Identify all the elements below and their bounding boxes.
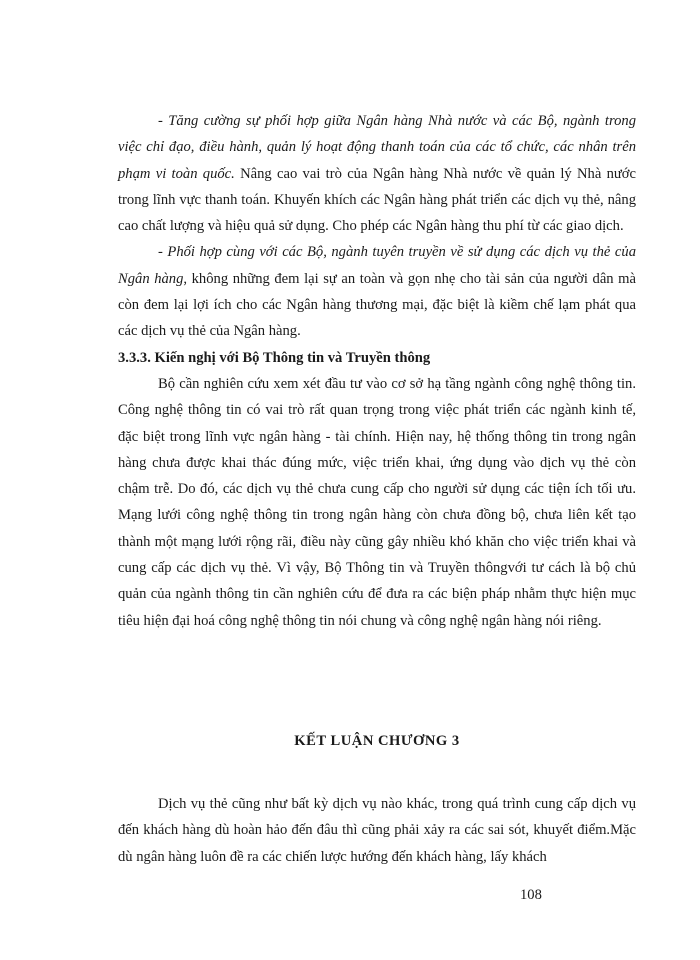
chapter-conclusion-title: KẾT LUẬN CHƯƠNG 3	[294, 733, 460, 749]
section-coordination	[118, 108, 636, 634]
section-heading: 3.3.3. Kiến nghị với Bộ Thông tin và Truyền thông	[118, 349, 431, 366]
paragraph-propaganda-rest: , không những đem lại sự an toàn và gọn nhẹ cho tài sản của người dân mà còn đem lại lợi ích cho các Ngân hàng thương mại, đặc biệt là kiềm chế lạm phát qua các dịch vụ thẻ của Ngân hàng.	[118, 270, 636, 340]
paragraph-coordination	[118, 108, 636, 239]
section-conclusion	[118, 791, 636, 870]
page-number: 108	[520, 887, 542, 903]
paragraph-coordination-italic: - Tăng cường sự phối hợp giữa Ngân hàng Nhà nước và các Bộ, ngành trong việc chỉ đạo, điều hành, quản lý hoạt động thanh toán của các tổ chức, các nhân trên phạm vi toàn quốc.	[118, 113, 636, 182]
paragraph-coordination-rest: Nâng cao vai trò của Ngân hàng Nhà nước về quản lý Nhà nước trong lĩnh vực thanh toán. Khuyến khích các Ngân hàng phát triển các dịch vụ thẻ, nâng cao chất lượng và hiệu quả sử dụng. Cho phép các Ngân hàng thu phí từ các giao dịch.	[118, 165, 636, 235]
paragraph-propaganda	[118, 239, 636, 344]
paragraph-propaganda-italic: - Phối hợp cùng với các Bộ, ngành tuyên truyền về sử dụng các dịch vụ thẻ của Ngân hàng	[118, 244, 636, 287]
paragraph-ministry-it: Bộ cần nghiên cứu xem xét đầu tư vào cơ sở hạ tầng ngành công nghệ thông tin. Công nghệ thông tin có vai trò rất quan trọng trong việc phát triển các ngành kinh tế, đặc biệt trong lĩnh vực ngân hàng - tài chính. Hiện nay, hệ thống thông tin trong ngân hàng chưa được khai thác đúng mức, việc triển khai, ứng dụng vào dịch vụ thẻ còn chậm trễ. Do đó, các dịch vụ thẻ chưa cung cấp cho người sử dụng các tiện ích tối ưu. Mạng lưới công nghệ thông tin trong ngân hàng còn chưa đồng bộ, chưa liên kết tạo thành một mạng lưới rộng rãi, điều này cũng gây nhiều khó khăn cho việc triển khai và cung cấp các dịch vụ thẻ. Vì vậy, Bộ Thông tin và Truyền thôngvới tư cách là bộ chủ quản của ngành thông tin cần nghiên cứu để đưa ra các biện pháp nhằm thực hiện mục tiêu hiện đại hoá công nghệ thông tin nói chung và công nghệ ngân hàng nói riêng.	[118, 375, 636, 629]
paragraph-conclusion: Dịch vụ thẻ cũng như bất kỳ dịch vụ nào khác, trong quá trình cung cấp dịch vụ đến khách hàng dù hoàn hảo đến đâu thì cũng phải xảy ra các sai sót, khuyết điểm.Mặc dù ngân hàng luôn đề ra các chiến lược hướng đến khách hàng, lấy khách	[118, 796, 636, 865]
